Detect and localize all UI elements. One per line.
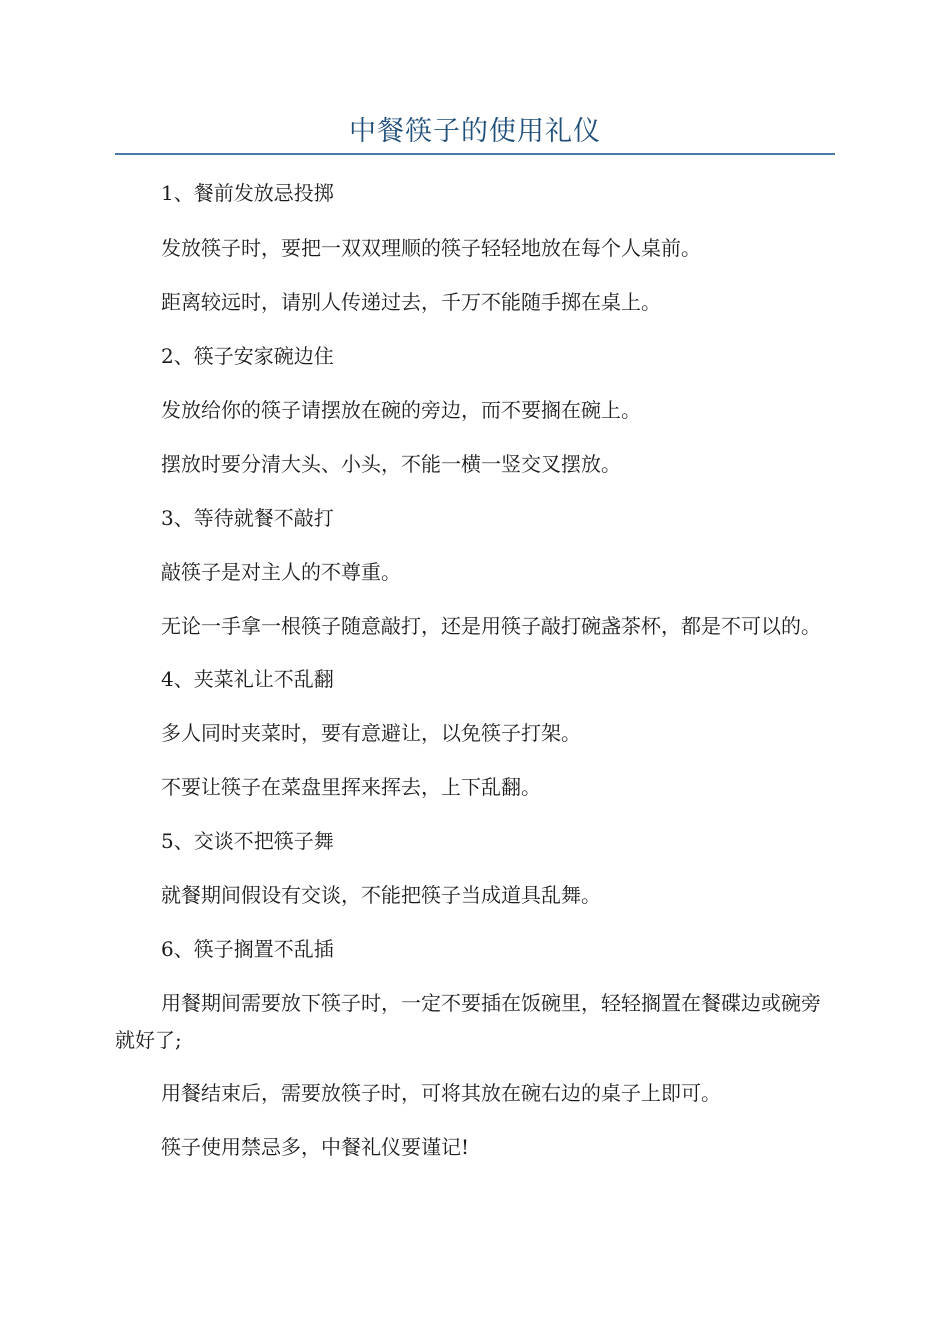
- paragraph: 距离较远时，请别人传递过去，千万不能随手掷在桌上。: [161, 290, 661, 314]
- heading-2: 2、筷子安家碗边住: [161, 344, 334, 368]
- paragraph: 用餐期间需要放下筷子时，一定不要插在饭碗里，轻轻搁置在餐碟边或碗旁就好了;: [115, 991, 821, 1052]
- paragraph: 就餐期间假设有交谈，不能把筷子当成道具乱舞。: [161, 883, 601, 907]
- heading-5: 5、交谈不把筷子舞: [161, 829, 334, 853]
- paragraph: 不要让筷子在菜盘里挥来挥去，上下乱翻。: [161, 775, 541, 799]
- paragraph: 摆放时要分清大头、小头，不能一横一竖交叉摆放。: [161, 452, 621, 476]
- paragraph: 敲筷子是对主人的不尊重。: [161, 560, 401, 584]
- document-body: [115, 175, 835, 1166]
- paragraph: 发放给你的筷子请摆放在碗的旁边，而不要搁在碗上。: [161, 398, 641, 422]
- heading-6: 6、筷子搁置不乱插: [161, 937, 334, 961]
- document-title: 中餐筷子的使用礼仪: [349, 116, 601, 147]
- paragraph: 用餐结束后，需要放筷子时，可将其放在碗右边的桌子上即可。: [161, 1081, 721, 1105]
- paragraph: 无论一手拿一根筷子随意敲打，还是用筷子敲打碗盏茶杯，都是不可以的。: [161, 614, 821, 638]
- closing-line: 筷子使用禁忌多，中餐礼仪要谨记!: [161, 1135, 470, 1159]
- paragraph: 发放筷子时，要把一双双理顺的筷子轻轻地放在每个人桌前。: [161, 236, 701, 260]
- title-underline: [115, 153, 835, 155]
- heading-4: 4、夹菜礼让不乱翻: [161, 667, 334, 691]
- heading-3: 3、等待就餐不敲打: [161, 506, 334, 530]
- heading-1: 1、餐前发放忌投掷: [161, 181, 334, 205]
- paragraph: 多人同时夹菜时，要有意避让，以免筷子打架。: [161, 721, 581, 745]
